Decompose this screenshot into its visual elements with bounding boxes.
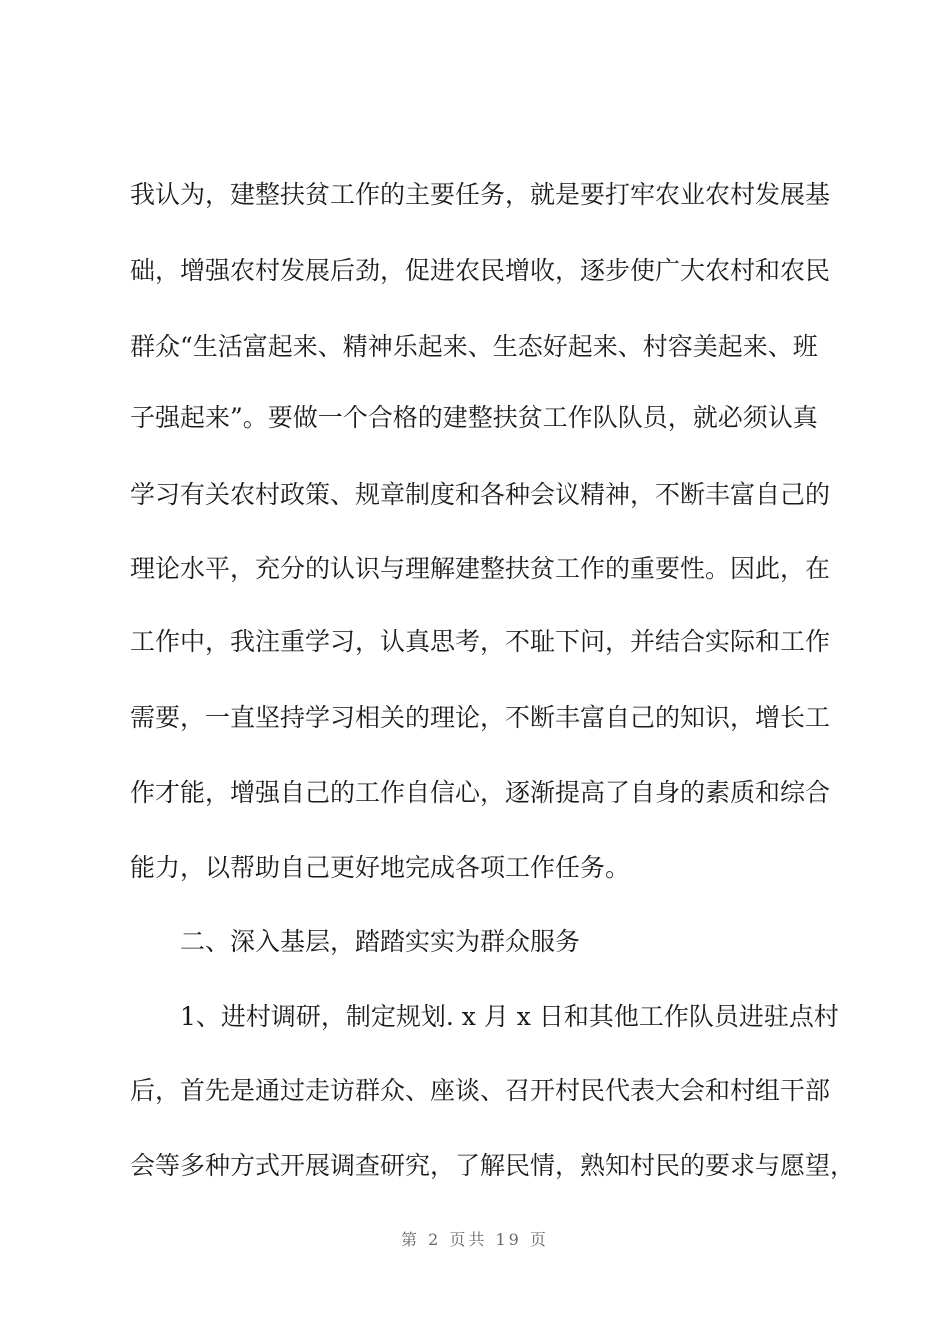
line-text: 会等多种方式开展调查研究，了解民情，熟知村民的要求与愿望， [130, 1151, 856, 1180]
line-text: 后，首先是通过走访群众、座谈、召开村民代表大会和村组干部 [130, 1076, 831, 1105]
line-text: 作才能，增强自己的工作自信心，逐渐提高了自身的素质和综合 [130, 778, 831, 807]
text-line-12 [0, 997, 950, 1037]
line-text: 学习有关农村政策、规章制度和各种会议精神，不断丰富自己的 [130, 480, 831, 509]
text-line-4 [0, 398, 950, 438]
text-line-9 [0, 773, 950, 813]
text-line-13 [0, 1071, 950, 1111]
line-text: 二、深入基层，踏踏实实为群众服务 [180, 927, 581, 956]
line-text: 1、进村调研，制定规划. x 月 x 日和其他工作队员进驻点村 [180, 1002, 839, 1031]
text-line-14 [0, 1146, 950, 1186]
text-line-8 [0, 698, 950, 738]
section-heading [0, 922, 950, 962]
text-line-6 [0, 549, 950, 589]
line-text: 需要，一直坚持学习相关的理论，不断丰富自己的知识，增长工 [130, 703, 831, 732]
line-text: 能力，以帮助自己更好地完成各项工作任务。 [130, 853, 631, 882]
text-line-2 [0, 251, 950, 291]
text-line-7 [0, 622, 950, 662]
text-line-5 [0, 475, 950, 515]
text-line-1 [0, 175, 950, 215]
text-line-10 [0, 848, 950, 888]
line-text: 子强起来”。要做一个合格的建整扶贫工作队队员，就必须认真 [130, 403, 818, 432]
text-line-3 [0, 327, 950, 367]
line-text: 础，增强农村发展后劲，促进农民增收，逐步使广大农村和农民 [130, 256, 831, 285]
line-text: 群众“生活富起来、精神乐起来、生态好起来、村容美起来、班 [130, 332, 818, 361]
line-text: 工作中，我注重学习，认真思考，不耻下问，并结合实际和工作 [130, 627, 831, 656]
line-text: 我认为，建整扶贫工作的主要任务，就是要打牢农业农村发展基 [130, 180, 831, 209]
page-number-footer: 第 2 页共 19 页 [401, 1230, 549, 1249]
line-text: 理论水平，充分的认识与理解建整扶贫工作的重要性。因此，在 [130, 554, 831, 583]
